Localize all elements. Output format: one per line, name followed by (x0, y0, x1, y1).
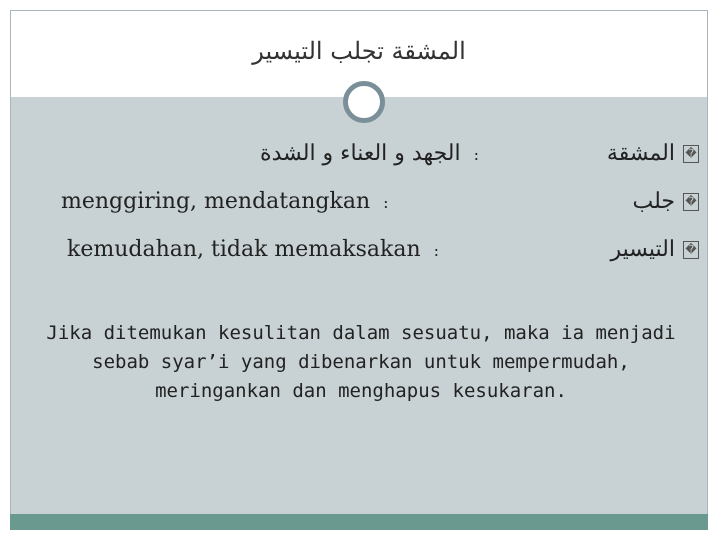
decorative-circle-icon (343, 81, 385, 123)
bullet-icon: � (683, 241, 699, 259)
term-meaning-2 (61, 189, 389, 214)
bullet-icon: � (683, 145, 699, 163)
meaning-text: kemudahan, tidak memaksakan (67, 237, 421, 262)
term-label: المشقة (606, 141, 675, 166)
term-meaning-1 (260, 141, 479, 166)
term-meaning-3 (67, 237, 439, 262)
explanation-paragraph: Jika ditemukan kesulitan dalam sesuatu, maka ia menjadi sebab syar’i yang dibenarkan untuk mempermudah, meringankan dan menghapus kesukaran. (46, 322, 676, 402)
bullet-icon: � (683, 193, 699, 211)
colon: : (473, 145, 479, 164)
term-row-1 (607, 141, 699, 166)
meaning-text: الجهد و العناء و الشدة (260, 141, 461, 166)
term-label: جلب (632, 189, 675, 214)
slide-title: المشقة تجلب التيسير (252, 37, 466, 65)
slide-frame (10, 10, 708, 530)
term-label: التيسير (610, 237, 675, 262)
meaning-text: menggiring, mendatangkan (61, 189, 371, 214)
colon: : (433, 241, 440, 260)
term-row-2 (633, 189, 700, 214)
colon: : (383, 193, 389, 212)
footer-bar (10, 514, 708, 530)
term-row-3 (611, 237, 700, 262)
